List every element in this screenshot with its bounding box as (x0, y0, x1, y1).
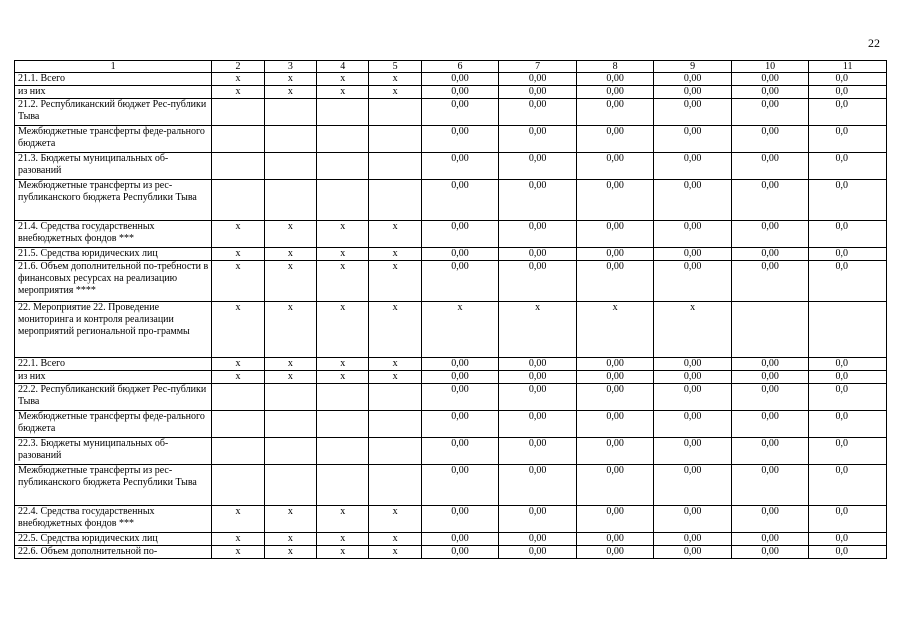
row-label: 22.6. Объем дополнительной по- (15, 546, 212, 559)
table-cell: 0,00 (731, 358, 809, 371)
table-cell: x (317, 358, 369, 371)
table-row (15, 99, 887, 126)
table-cell: 0,00 (576, 153, 654, 180)
table-cell (317, 180, 369, 221)
table-cell: x (421, 302, 499, 358)
header-cell: 2 (212, 61, 264, 73)
table-row (15, 73, 887, 86)
table-cell (317, 126, 369, 153)
table-cell: 0,0 (809, 261, 887, 302)
table-cell: x (264, 261, 316, 302)
table-cell: 0,00 (731, 99, 809, 126)
table-row (15, 153, 887, 180)
table-cell (212, 384, 264, 411)
table-cell: 0,00 (421, 180, 499, 221)
table-cell: 0,0 (809, 73, 887, 86)
table-cell: 0,00 (731, 73, 809, 86)
table-cell (369, 99, 421, 126)
table-cell: x (264, 86, 316, 99)
table-cell: 0,00 (654, 248, 732, 261)
table-cell: 0,0 (809, 221, 887, 248)
table-row (15, 411, 887, 438)
table-cell (731, 302, 809, 358)
table-cell: 0,00 (654, 73, 732, 86)
table-cell: 0,00 (654, 533, 732, 546)
table-cell: 0,00 (576, 465, 654, 506)
table-cell: x (264, 358, 316, 371)
header-cell: 3 (264, 61, 316, 73)
table-cell: x (317, 248, 369, 261)
table-cell: x (264, 506, 316, 533)
table-cell: x (317, 261, 369, 302)
table-cell (212, 411, 264, 438)
table-cell (264, 384, 316, 411)
header-cell: 4 (317, 61, 369, 73)
table-row (15, 180, 887, 221)
table-cell: 0,00 (421, 99, 499, 126)
table-cell: x (264, 73, 316, 86)
table-row (15, 126, 887, 153)
table-cell: 0,0 (809, 180, 887, 221)
budget-table (14, 60, 887, 559)
table-cell: 0,00 (576, 248, 654, 261)
table-cell: 0,00 (576, 180, 654, 221)
table-cell (369, 180, 421, 221)
table-cell: x (212, 261, 264, 302)
table-cell: 0,0 (809, 465, 887, 506)
table-cell: 0,00 (499, 73, 577, 86)
table-cell: x (499, 302, 577, 358)
table-cell (264, 126, 316, 153)
table-cell: 0,00 (576, 261, 654, 302)
table-cell (809, 302, 887, 358)
row-label: из них (15, 86, 212, 99)
table-cell: x (264, 248, 316, 261)
row-label: 22.4. Средства государственных внебюджетных фондов *** (15, 506, 212, 533)
table-cell (317, 384, 369, 411)
table-cell: 0,00 (576, 86, 654, 99)
table-cell: 0,00 (654, 371, 732, 384)
table-cell (369, 384, 421, 411)
table-cell: 0,00 (731, 533, 809, 546)
header-cell: 11 (809, 61, 887, 73)
table-cell: 0,0 (809, 358, 887, 371)
table-cell: x (369, 221, 421, 248)
table-cell (369, 411, 421, 438)
table-cell: x (369, 86, 421, 99)
table-row (15, 302, 887, 358)
table-cell: 0,00 (499, 248, 577, 261)
table-cell: x (654, 302, 732, 358)
table-cell: 0,00 (421, 358, 499, 371)
table-cell: 0,0 (809, 506, 887, 533)
table-cell (212, 465, 264, 506)
table-cell: 0,00 (654, 261, 732, 302)
table-cell: x (576, 302, 654, 358)
table-row (15, 533, 887, 546)
table-cell: 0,00 (576, 126, 654, 153)
row-label: Межбюджетные трансферты феде-рального бюджета (15, 126, 212, 153)
table-cell: 0,00 (731, 411, 809, 438)
table-cell (264, 99, 316, 126)
header-cell: 1 (15, 61, 212, 73)
table-cell (317, 465, 369, 506)
table-cell: 0,00 (654, 358, 732, 371)
table-cell: x (317, 86, 369, 99)
table-cell: 0,00 (731, 465, 809, 506)
row-label: 22.5. Средства юридических лиц (15, 533, 212, 546)
row-label: 21.6. Объем дополнительной по-требности в финансовых ресурсах на реализацию мероприятия **** (15, 261, 212, 302)
table-cell: 0,00 (654, 438, 732, 465)
table-cell: x (212, 86, 264, 99)
table-cell: 0,00 (731, 546, 809, 559)
table-cell: 0,00 (654, 126, 732, 153)
table-cell: 0,00 (654, 506, 732, 533)
header-row (15, 61, 887, 73)
table-cell: 0,00 (421, 384, 499, 411)
header-cell: 5 (369, 61, 421, 73)
table-cell: 0,00 (576, 371, 654, 384)
table-cell: x (317, 533, 369, 546)
table-cell: 0,00 (499, 546, 577, 559)
table-cell: 0,00 (421, 546, 499, 559)
row-label: Межбюджетные трансферты из рес-публиканского бюджета Республики Тыва (15, 465, 212, 506)
header-cell: 6 (421, 61, 499, 73)
table-cell: 0,00 (576, 533, 654, 546)
table-cell: 0,00 (499, 533, 577, 546)
table-cell (369, 153, 421, 180)
table-cell (212, 438, 264, 465)
header-cell: 7 (499, 61, 577, 73)
table-cell (264, 438, 316, 465)
table-cell: 0,0 (809, 533, 887, 546)
table-cell: 0,00 (421, 126, 499, 153)
table-cell: 0,00 (654, 411, 732, 438)
table-cell: x (264, 546, 316, 559)
table-cell: x (369, 506, 421, 533)
table-cell: 0,00 (499, 384, 577, 411)
table-cell: 0,00 (654, 86, 732, 99)
table-row (15, 371, 887, 384)
table-cell: x (212, 248, 264, 261)
table-cell: 0,00 (421, 73, 499, 86)
table-cell: 0,00 (499, 180, 577, 221)
table-cell (369, 126, 421, 153)
table-cell: 0,00 (499, 438, 577, 465)
table-row (15, 86, 887, 99)
table-cell: x (264, 221, 316, 248)
table-cell: 0,00 (654, 465, 732, 506)
table-cell (317, 411, 369, 438)
table-cell: 0,00 (499, 261, 577, 302)
table-cell: x (264, 533, 316, 546)
table-cell: x (212, 358, 264, 371)
table-cell: 0,00 (731, 506, 809, 533)
table-cell (212, 153, 264, 180)
table-cell: 0,00 (499, 358, 577, 371)
row-label: Межбюджетные трансферты из рес-публиканского бюджета Республики Тыва (15, 180, 212, 221)
table-cell: 0,00 (421, 533, 499, 546)
table-cell: x (317, 506, 369, 533)
table-row (15, 506, 887, 533)
table-cell: 0,00 (499, 411, 577, 438)
table-cell: 0,00 (421, 506, 499, 533)
table-cell: 0,00 (731, 261, 809, 302)
table-cell: 0,00 (576, 99, 654, 126)
table-cell: x (212, 302, 264, 358)
table-cell: 0,00 (576, 73, 654, 86)
table-cell: x (212, 533, 264, 546)
table-cell (212, 99, 264, 126)
header-cell: 8 (576, 61, 654, 73)
row-label: 21.3. Бюджеты муниципальных об-разований (15, 153, 212, 180)
table-cell: 0,00 (576, 438, 654, 465)
table-cell: 0,00 (731, 384, 809, 411)
table-cell: 0,00 (576, 546, 654, 559)
table-cell: 0,00 (421, 261, 499, 302)
table-cell: 0,00 (731, 248, 809, 261)
table-cell: 0,00 (499, 221, 577, 248)
table-cell: 0,0 (809, 384, 887, 411)
table-cell: 0,00 (576, 411, 654, 438)
table-cell: 0,00 (731, 371, 809, 384)
table-row (15, 358, 887, 371)
table-cell: 0,00 (654, 384, 732, 411)
table-row (15, 546, 887, 559)
table-cell: 0,00 (421, 465, 499, 506)
row-label: 22.1. Всего (15, 358, 212, 371)
table-cell: x (369, 358, 421, 371)
table-cell: 0,00 (654, 153, 732, 180)
row-label: 21.1. Всего (15, 73, 212, 86)
table-cell (317, 153, 369, 180)
table-body (15, 61, 887, 559)
table-cell: x (264, 302, 316, 358)
table-cell (317, 438, 369, 465)
table-cell: 0,0 (809, 371, 887, 384)
table-cell: 0,00 (499, 99, 577, 126)
table-cell: 0,00 (731, 438, 809, 465)
table-cell: 0,00 (499, 126, 577, 153)
table-cell: x (369, 371, 421, 384)
table-cell: x (212, 506, 264, 533)
table-cell: 0,00 (499, 465, 577, 506)
table-cell: 0,00 (499, 506, 577, 533)
table-row (15, 221, 887, 248)
table-cell: x (212, 221, 264, 248)
table-cell: x (369, 248, 421, 261)
table-cell: 0,00 (499, 371, 577, 384)
table-cell: 0,00 (499, 86, 577, 99)
table-cell: 0,00 (421, 86, 499, 99)
table-cell: x (212, 546, 264, 559)
table-cell (369, 465, 421, 506)
row-label: 22.3. Бюджеты муниципальных об-разований (15, 438, 212, 465)
table-cell: 0,00 (576, 384, 654, 411)
table-cell: x (317, 371, 369, 384)
table-cell: x (317, 546, 369, 559)
table-cell: x (264, 371, 316, 384)
row-label: 21.5. Средства юридических лиц (15, 248, 212, 261)
table-cell: 0,0 (809, 411, 887, 438)
table-cell: 0,0 (809, 126, 887, 153)
row-label: Межбюджетные трансферты феде-рального бюджета (15, 411, 212, 438)
row-label: 21.2. Республиканский бюджет Рес-публики Тыва (15, 99, 212, 126)
table-cell: 0,00 (421, 248, 499, 261)
table-cell (212, 126, 264, 153)
table-cell: 0,00 (576, 506, 654, 533)
table-row (15, 465, 887, 506)
table-cell: 0,0 (809, 248, 887, 261)
table-cell: 0,00 (576, 358, 654, 371)
table-cell: 0,0 (809, 99, 887, 126)
header-cell: 10 (731, 61, 809, 73)
table-cell: x (369, 73, 421, 86)
table-cell: x (369, 302, 421, 358)
table-cell (264, 180, 316, 221)
row-label: 22.2. Республиканский бюджет Рес-публики Тыва (15, 384, 212, 411)
table-cell: x (317, 73, 369, 86)
table-cell: x (212, 371, 264, 384)
table-cell: 0,00 (731, 86, 809, 99)
row-label: 22. Мероприятие 22. Проведение мониторинга и контроля реализации мероприятий региональной про-граммы (15, 302, 212, 358)
table-cell: 0,00 (654, 546, 732, 559)
row-label: из них (15, 371, 212, 384)
table-row (15, 248, 887, 261)
table-cell: 0,00 (731, 126, 809, 153)
table-cell: x (369, 533, 421, 546)
header-cell: 9 (654, 61, 732, 73)
table-cell: x (369, 546, 421, 559)
table-cell: 0,00 (421, 411, 499, 438)
table-row (15, 261, 887, 302)
table-cell: 0,0 (809, 86, 887, 99)
table-cell: 0,00 (654, 221, 732, 248)
table-cell: 0,0 (809, 153, 887, 180)
table-cell (264, 411, 316, 438)
table-cell: 0,00 (421, 438, 499, 465)
table-row (15, 438, 887, 465)
table-cell (212, 180, 264, 221)
table-cell (264, 465, 316, 506)
page-number: 22 (868, 36, 880, 50)
table-cell: 0,00 (731, 221, 809, 248)
table-cell: 0,00 (731, 153, 809, 180)
table-cell: 0,00 (421, 371, 499, 384)
table-cell: 0,00 (731, 180, 809, 221)
table-cell: x (369, 261, 421, 302)
table-cell: 0,00 (576, 221, 654, 248)
table-cell (264, 153, 316, 180)
table-cell (369, 438, 421, 465)
table-cell: 0,00 (654, 99, 732, 126)
table-cell: x (317, 221, 369, 248)
table-cell: 0,0 (809, 546, 887, 559)
table-cell: 0,00 (421, 153, 499, 180)
table-cell: 0,0 (809, 438, 887, 465)
table-cell: x (212, 73, 264, 86)
table-cell: 0,00 (421, 221, 499, 248)
table-cell: x (317, 302, 369, 358)
table-cell: 0,00 (654, 180, 732, 221)
table-cell: 0,00 (499, 153, 577, 180)
table-row (15, 384, 887, 411)
row-label: 21.4. Средства государственных внебюджетных фондов *** (15, 221, 212, 248)
table-cell (317, 99, 369, 126)
